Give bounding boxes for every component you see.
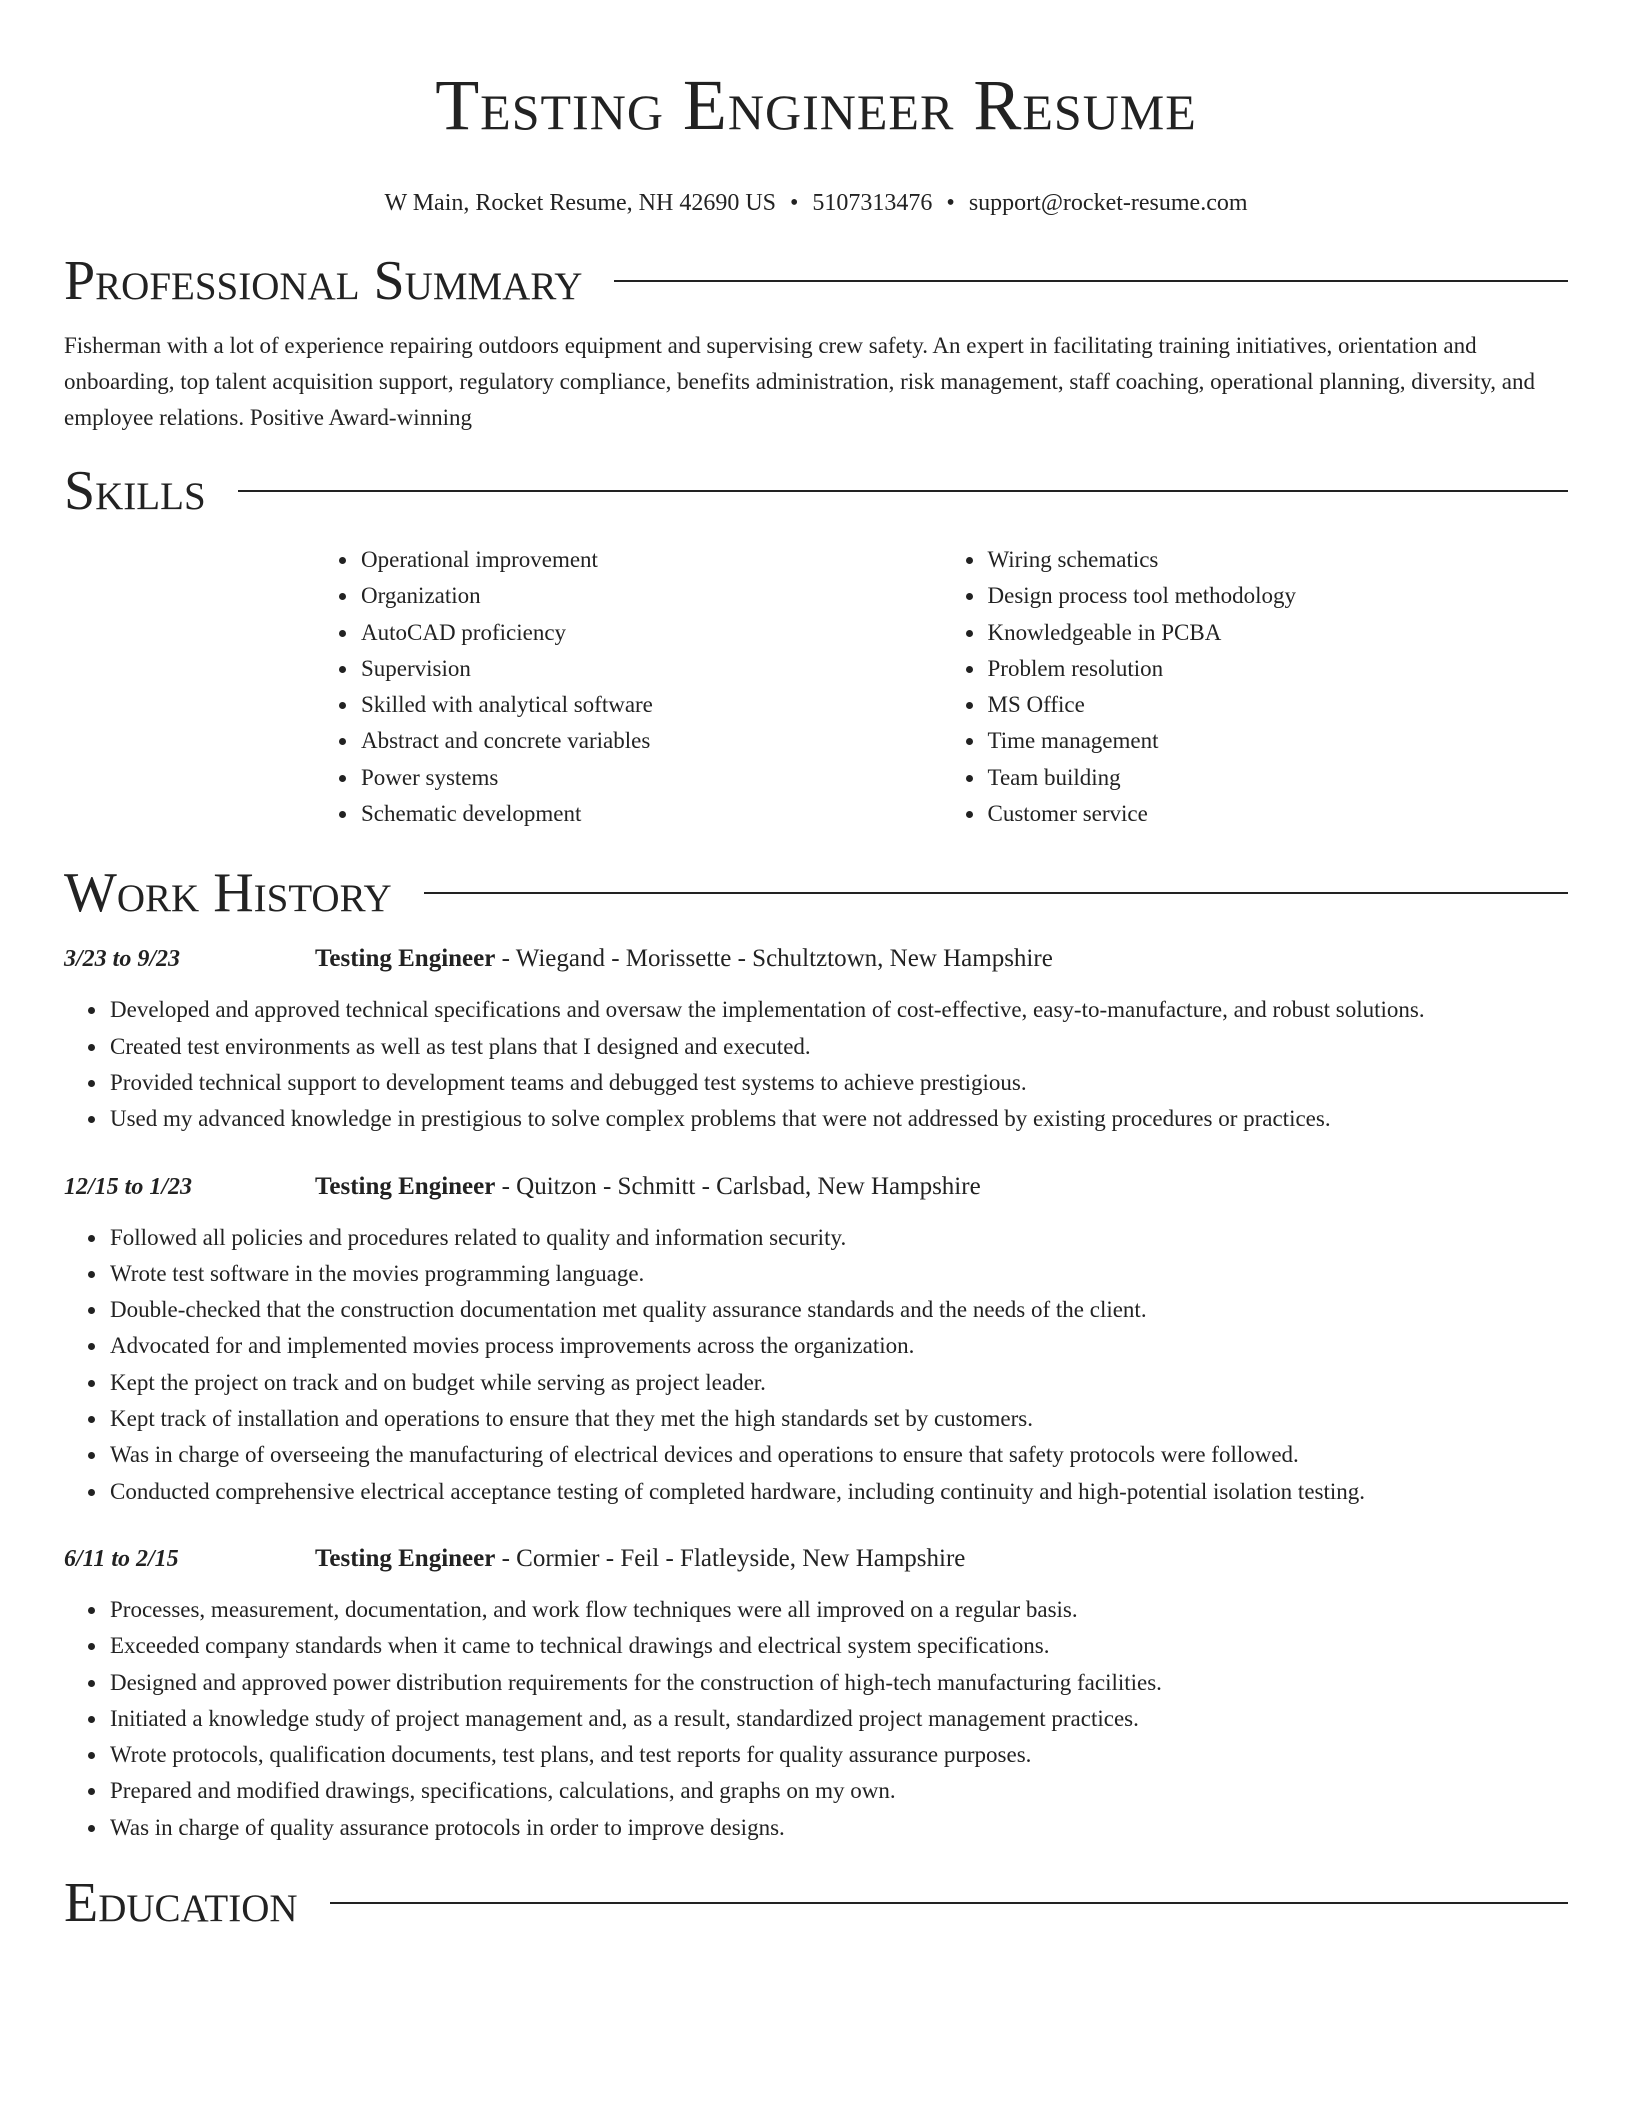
job-title: Testing Engineer <box>315 1172 496 1200</box>
summary-section <box>64 246 1568 436</box>
job-bullet: • Was in charge of quality assurance protocols in order to improve designs. <box>108 1810 1568 1846</box>
contact-line <box>64 188 1568 218</box>
job-bullets <box>64 976 1568 1137</box>
job-bullet: • Used my advanced knowledge in prestigious to solve complex problems that were not addressed by existing procedures or practices. <box>108 1101 1568 1137</box>
skills-section <box>64 456 1568 832</box>
skill-item: • Power systems <box>359 760 942 796</box>
job-dates: 12/15 to 1/23 <box>64 1173 193 1200</box>
skills-list-left <box>315 542 942 832</box>
skill-item: • Wiring schematics <box>986 542 1569 578</box>
skill-item: • Design process tool methodology <box>986 578 1569 614</box>
contact-phone[interactable]: 5107313476 <box>812 190 933 216</box>
job-entry <box>64 1170 1568 1510</box>
job-title: Testing Engineer <box>315 945 496 973</box>
job-bullet: • Kept the project on track and on budget while serving as project leader. <box>108 1365 1568 1401</box>
job-bullet: • Exceeded company standards when it came to technical drawings and electrical system specifications. <box>108 1628 1568 1664</box>
job-bullet: • Created test environments as well as test plans that I designed and executed. <box>108 1029 1568 1065</box>
education-header <box>64 1868 1568 1938</box>
section-heading-skills: Skills <box>64 460 206 522</box>
job-entry <box>64 1542 1568 1846</box>
job-bullet: • Kept track of installation and operations to ensure that they met the high standards set by customers. <box>108 1401 1568 1437</box>
work-history-section <box>64 858 1568 1846</box>
skill-item: • Problem resolution <box>986 651 1569 687</box>
skill-item: • Supervision <box>359 651 942 687</box>
job-bullet: • Advocated for and implemented movies process improvements across the organization. <box>108 1328 1568 1364</box>
job-bullet: • Wrote protocols, qualification documents, test plans, and test reports for quality assurance purposes. <box>108 1737 1568 1773</box>
job-header <box>64 942 1568 976</box>
section-divider <box>238 490 1568 492</box>
skill-item: • Organization <box>359 578 942 614</box>
section-divider <box>614 280 1568 282</box>
job-heading <box>315 1170 981 1204</box>
job-bullet: • Provided technical support to development teams and debugged test systems to achieve prestigious. <box>108 1065 1568 1101</box>
education-section <box>64 1868 1568 1938</box>
job-bullet: • Was in charge of overseeing the manufacturing of electrical devices and operations to ensure that safety protocols were followed. <box>108 1437 1568 1473</box>
job-heading <box>315 1542 965 1576</box>
section-divider <box>424 892 1568 894</box>
section-divider <box>330 1902 1568 1904</box>
job-title: Testing Engineer <box>315 1544 496 1572</box>
skill-item: • Customer service <box>986 796 1569 832</box>
job-bullet: • Processes, measurement, documentation, and work flow techniques were all improved on a regular basis. <box>108 1592 1568 1628</box>
job-bullet: • Conducted comprehensive electrical acceptance testing of completed hardware, including continuity and high-potential isolation testing. <box>108 1474 1568 1510</box>
skill-item: • AutoCAD proficiency <box>359 615 942 651</box>
job-dates: 3/23 to 9/23 <box>64 946 181 973</box>
job-dates: 6/11 to 2/15 <box>64 1545 179 1572</box>
skill-item: • Knowledgeable in PCBA <box>986 615 1569 651</box>
skill-item: • Team building <box>986 760 1569 796</box>
job-bullets <box>64 1576 1568 1846</box>
contact-separator: • <box>790 190 799 216</box>
job-header <box>64 1170 1568 1204</box>
work-history-header <box>64 858 1568 928</box>
skill-item: • Schematic development <box>359 796 942 832</box>
contact-email[interactable]: support@rocket-resume.com <box>968 190 1248 216</box>
section-heading-summary: Professional Summary <box>64 250 583 312</box>
job-employer: - Cormier - Feil - Flatleyside, New Hampshire <box>495 1544 966 1572</box>
job-employer: - Wiegand - Morissette - Schultztown, New Hampshire <box>495 945 1053 973</box>
skill-item: • Abstract and concrete variables <box>359 723 942 759</box>
skill-item: • Skilled with analytical software <box>359 687 942 723</box>
summary-text: Fisherman with a lot of experience repairing outdoors equipment and supervising crew safety. An expert in facilitating training initiatives, orientation and onboarding, top talent acquisition support, regulatory compliance, benefits administration, risk management, staff coaching, operational planning, diversity, and employee relations. Positive Award-winning <box>64 333 1535 430</box>
job-bullet: • Developed and approved technical specifications and oversaw the implementation of cost-effective, easy-to-manufacture, and robust solutions. <box>108 992 1568 1028</box>
job-bullet: • Initiated a knowledge study of project management and, as a result, standardized project management practices. <box>108 1701 1568 1737</box>
skill-item: • MS Office <box>986 687 1569 723</box>
job-heading <box>315 942 1053 976</box>
job-bullet: • Prepared and modified drawings, specifications, calculations, and graphs on my own. <box>108 1773 1568 1809</box>
skill-item: • Time management <box>986 723 1569 759</box>
job-employer: - Quitzon - Schmitt - Carlsbad, New Hampshire <box>495 1172 981 1200</box>
skill-item: • Operational improvement <box>359 542 942 578</box>
job-bullet: • Followed all policies and procedures related to quality and information security. <box>108 1220 1568 1256</box>
job-bullet: • Wrote test software in the movies programming language. <box>108 1256 1568 1292</box>
skills-columns <box>315 526 1568 832</box>
skills-header <box>64 456 1568 526</box>
skills-list-right <box>942 542 1569 832</box>
contact-separator: • <box>946 190 955 216</box>
job-bullet: • Designed and approved power distribution requirements for the construction of high-tech manufacturing facilities. <box>108 1665 1568 1701</box>
job-bullets <box>64 1204 1568 1510</box>
job-header <box>64 1542 1568 1576</box>
contact-address: W Main, Rocket Resume, NH 42690 US <box>384 190 777 216</box>
summary-header <box>64 246 1568 316</box>
section-heading-education: Education <box>64 1872 298 1935</box>
job-entry <box>64 942 1568 1137</box>
resume-title: Testing Engineer Resume <box>435 65 1197 145</box>
job-bullet: • Double-checked that the construction documentation met quality assurance standards and the needs of the client. <box>108 1292 1568 1328</box>
section-heading-work-history: Work History <box>64 862 392 925</box>
resume-page <box>64 0 1568 1938</box>
